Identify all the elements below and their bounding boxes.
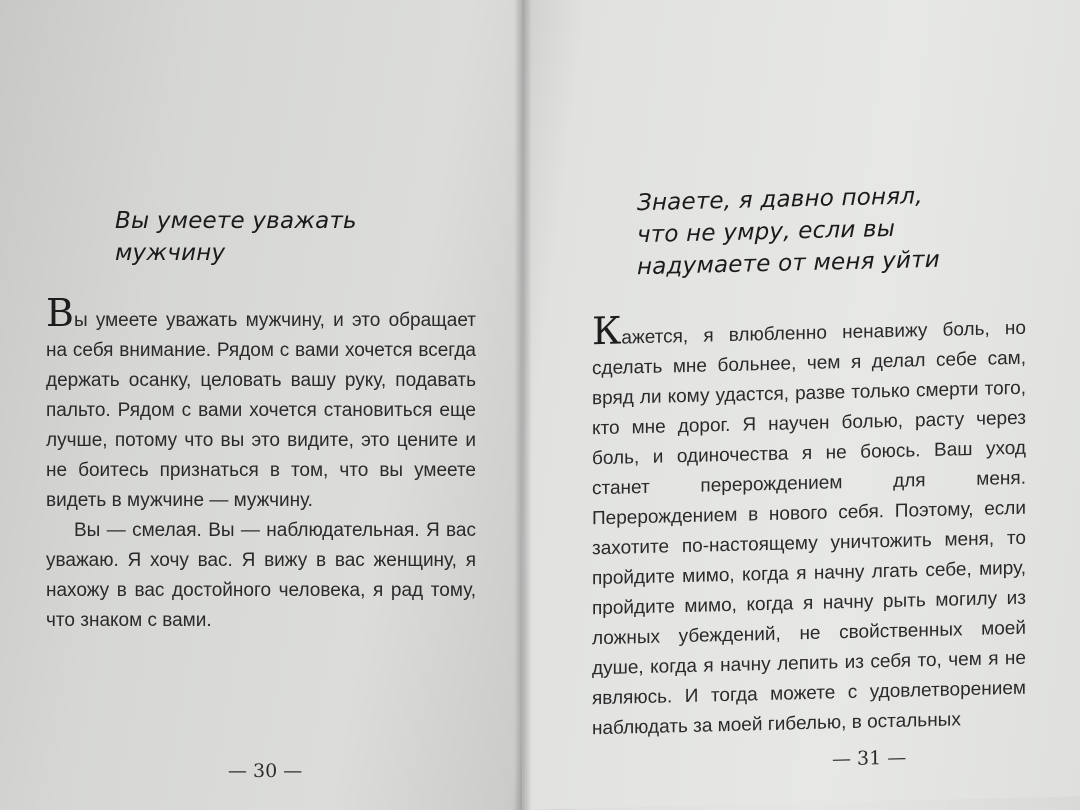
right-paragraph-1-text: ажется, я влюбленно ненавижу боль, но сделать мне больнее, чем я делал себе сам, вряд ли кому удастся, разве только смерти того, кто мне дорог. Я научен болью, расту через боль, и одиночества я не боюсь. Ваш уход станет перерождением для меня. Перерождением в нового себя. Поэтому, если захотите по-настоящему уничтожить меня, то пройдите мимо, когда я начну лгать себе, миру, пройдите мимо, когда я начну рыть могилу из ложных убеждений, не свойственных моей душе, когда я начну лепить из себя то, чем я не являюсь. И тогда можете с удовлетворением наблюдать за моей гибелью, в остальных xyxy=(592,317,1026,740)
dropcap: В xyxy=(46,291,74,335)
left-page-heading xyxy=(115,205,415,269)
left-paragraph-2: Вы — смелая. Вы — наблюдательная. Я вас уважаю. Я хочу вас. Я вижу в вас женщину, я нахожу в вас достойного человека, я рад тому, что знаком с вами. xyxy=(46,520,476,631)
right-heading-line-2: что не умру, если вы xyxy=(637,215,896,249)
right-heading-line-3: надумаете от меня уйти xyxy=(637,246,940,281)
dropcap: К xyxy=(592,308,622,354)
left-paragraph-1-text: ы умеете уважать мужчину, и это обращает на себя внимание. Рядом с вами хочется всегда держать осанку, целовать вашу руку, подавать пальто. Рядом с вами хочется становиться еще лучше, потому что вы это видите, это цените и не боитесь признаться в том, что вы умеете видеть в мужчине — мужчину. xyxy=(46,310,476,511)
right-heading-line-1: Знаете, я давно понял, xyxy=(637,183,923,217)
left-heading-line-1: Вы умеете уважать xyxy=(115,208,357,234)
left-heading-line-2: мужчину xyxy=(115,240,226,266)
left-page-number: — 30 — xyxy=(228,760,303,782)
right-page-heading xyxy=(637,179,967,283)
left-page xyxy=(0,0,528,810)
right-paragraph-1 xyxy=(592,306,1026,745)
left-paragraph-1 xyxy=(46,291,476,516)
right-page xyxy=(522,0,1080,810)
right-page-number: — 31 — xyxy=(832,746,907,771)
show-through-text xyxy=(170,170,176,200)
left-page-body xyxy=(46,291,476,636)
right-page-body xyxy=(592,306,1026,745)
book-gutter xyxy=(514,0,532,810)
